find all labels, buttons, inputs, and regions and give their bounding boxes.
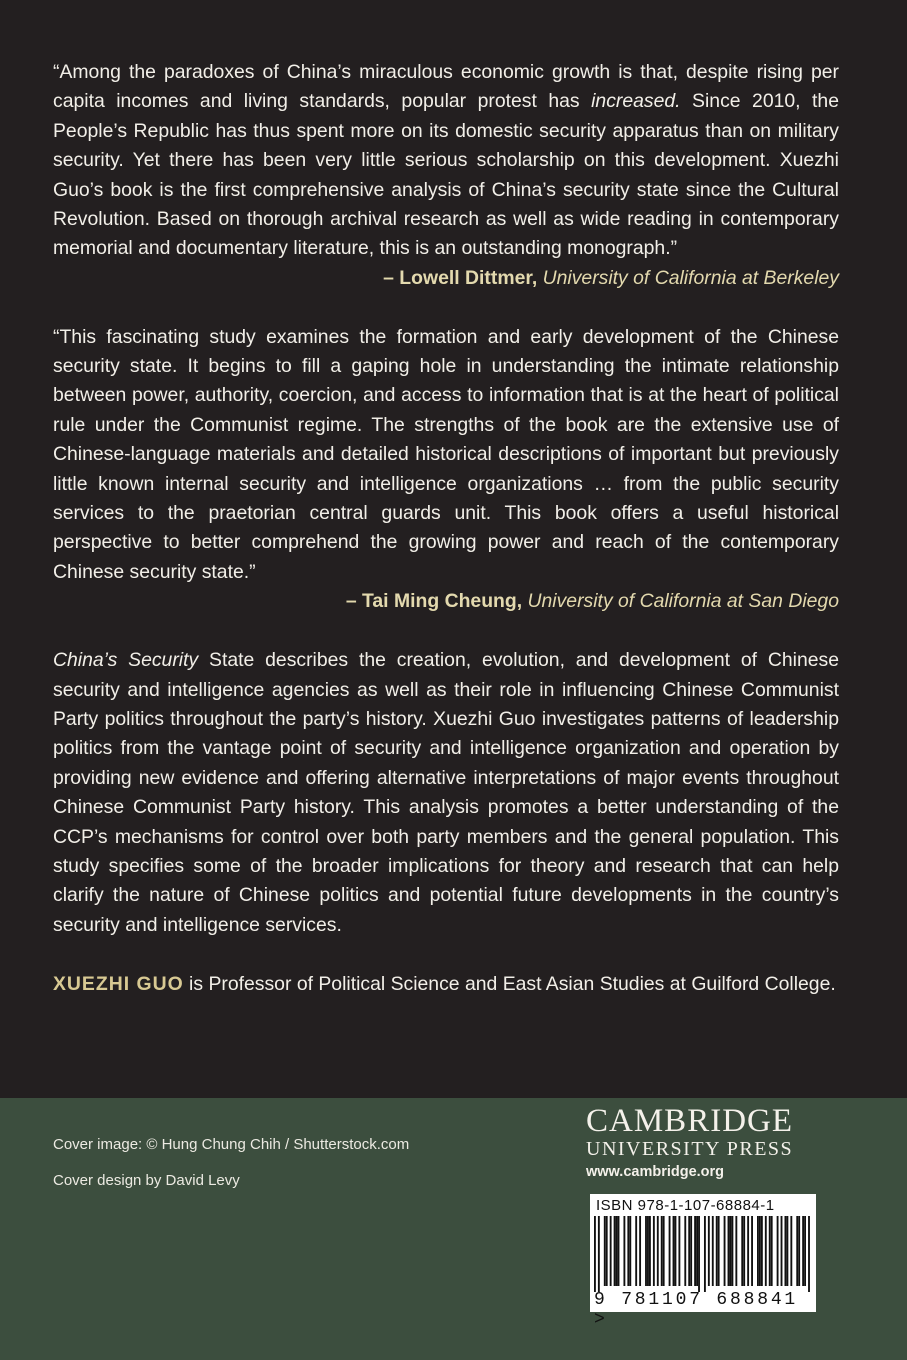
- barcode-bar: [808, 1216, 810, 1292]
- quote-2-text: “This fascinating study examines the formation and early development of the Chinese security state. It begins to fill a gaping hole in understanding the intimate relationship between power, authority, coercion, and access to information that is at the heart of political rule under the Communist regime. The strengths of the book are the extensive use of Chinese-language materials and detailed historical descriptions of important but previously little known internal security and intelligence organizations … from the public security services to the praetorian central guards unit. This book offers a useful historical perspective to better comprehend the growing power and reach of the contemporary Chinese security state.”: [53, 325, 839, 583]
- publisher-name: CAMBRIDGE: [586, 1103, 794, 1139]
- barcode-bar: [724, 1216, 726, 1286]
- author-bio: [53, 970, 839, 999]
- barcode-bar: [684, 1216, 686, 1286]
- barcode-bar: [604, 1216, 606, 1286]
- cover-design-credit: Cover design by David Levy: [53, 1172, 240, 1189]
- barcode-bar: [769, 1216, 771, 1286]
- barcode-bar: [708, 1216, 710, 1286]
- publisher-url: www.cambridge.org: [586, 1164, 725, 1180]
- barcode-bar: [796, 1216, 798, 1286]
- barcode-bar: [743, 1216, 745, 1286]
- isbn-label: ISBN 978-1-107-68884-1: [596, 1197, 775, 1214]
- barcode-bar: [786, 1216, 788, 1286]
- barcode-bar: [747, 1216, 749, 1286]
- barcode-bar: [627, 1216, 629, 1286]
- barcode-bar: [606, 1216, 608, 1286]
- book-title: China’s Security: [53, 649, 199, 672]
- barcode-bar: [610, 1216, 612, 1286]
- barcode-bar: [614, 1216, 616, 1286]
- barcode-bar: [771, 1216, 773, 1286]
- book-description: [53, 646, 839, 940]
- barcode-bar: [757, 1216, 759, 1286]
- barcode-bar: [653, 1216, 655, 1286]
- barcode-bar: [663, 1216, 665, 1286]
- back-cover-text: [53, 58, 839, 999]
- barcode-bar: [804, 1216, 806, 1286]
- quote-1-text: [53, 58, 839, 264]
- barcode-digits: 9 781107 688841 >: [594, 1290, 799, 1330]
- barcode-bar: [661, 1216, 663, 1286]
- barcode-bars: [594, 1216, 812, 1292]
- barcode-bar: [730, 1216, 732, 1286]
- barcode-bar: [594, 1216, 596, 1292]
- barcode-bar: [790, 1216, 792, 1286]
- barcode-bar: [765, 1216, 767, 1286]
- publisher-subname: UNIVERSITY PRESS: [586, 1138, 794, 1160]
- barcode-bar: [657, 1216, 659, 1286]
- barcode-bar: [675, 1216, 677, 1286]
- barcode-bar: [669, 1216, 671, 1286]
- publisher-logo: [586, 1104, 816, 1180]
- barcode-bar: [688, 1216, 690, 1286]
- barcode-bar: [777, 1216, 779, 1286]
- author-bio-text: is Professor of Political Science and East Asian Studies at Guilford College.: [183, 972, 836, 995]
- barcode-bar: [802, 1216, 804, 1286]
- barcode-bar: [751, 1216, 753, 1286]
- barcode-bar: [673, 1216, 675, 1286]
- barcode-bar: [704, 1216, 706, 1292]
- description-text: State describes the creation, evolution, and development of Chinese security and intelligence agencies as well as their role in influencing Chinese Communist Party politics throughout the party’s history. Xuezhi Guo investigates patterns of leadership politics from the vantage point of security and intelligence organization and operation by providing new evidence and offering alternative interpretations of major events throughout Chinese Communist Party history. This analysis promotes a better understanding of the CCP’s mechanisms for control over both party members and the general population. This study specifies some of the broader implications for theory and research that can help clarify the nature of Chinese politics and potential future developments in the country’s security and intelligence services.: [53, 649, 839, 936]
- barcode-bar: [598, 1216, 600, 1292]
- cover-image-credit: Cover image: © Hung Chung Chih / Shutterstock.com: [53, 1136, 410, 1153]
- quote-1-part: Since 2010, the People’s Republic has thus spent more on its domestic security apparatus than on military security. Yet there has been very little serious scholarship on this development. Xuezhi Guo’s book is the first comprehensive analysis of China’s security state since the Cultural Revolution. Based on thorough archival research as well as wide reading in contemporary memorial and documentary literature, this is an outstanding monograph.”: [53, 90, 840, 260]
- barcode-bar: [781, 1216, 783, 1286]
- barcode-bar: [761, 1216, 763, 1286]
- barcode-bar: [618, 1216, 620, 1286]
- isbn-barcode: [590, 1194, 816, 1330]
- barcode-bar: [635, 1216, 637, 1286]
- barcode-bar: [698, 1216, 700, 1292]
- quote-1-emphasis: increased.: [591, 90, 681, 113]
- author-name: XUEZHI GUO: [53, 972, 184, 995]
- barcode-bar: [649, 1216, 651, 1286]
- quote-2-attribution: [53, 587, 839, 616]
- barcode-bar: [629, 1216, 631, 1286]
- barcode-bar: [712, 1216, 714, 1286]
- barcode-bar: [696, 1216, 698, 1286]
- barcode-bar: [735, 1216, 737, 1286]
- barcode-bar: [690, 1216, 692, 1286]
- barcode-bar: [647, 1216, 649, 1286]
- quote-2-affiliation: University of California at San Diego: [527, 590, 839, 613]
- barcode-bar: [759, 1216, 761, 1286]
- barcode-bar: [639, 1216, 641, 1286]
- barcode-bar: [645, 1216, 647, 1286]
- footer-band: [0, 1098, 907, 1360]
- barcode-bar: [741, 1216, 743, 1286]
- barcode-bar: [716, 1216, 718, 1286]
- barcode-bar: [718, 1216, 720, 1286]
- barcode-bar: [728, 1216, 730, 1286]
- quote-1-attribution: [53, 264, 839, 293]
- quote-1-part: “Among the paradoxes of China’s miraculous economic growth is that, despite rising per capita incomes and living standards, popular protest has: [53, 61, 839, 113]
- barcode-bar: [694, 1216, 696, 1286]
- barcode-bar: [785, 1216, 787, 1286]
- credits: [53, 1136, 409, 1208]
- barcode-bar: [623, 1216, 625, 1286]
- barcode-bar: [798, 1216, 800, 1286]
- barcode-bar: [731, 1216, 733, 1286]
- barcode-bar: [678, 1216, 680, 1286]
- barcode-bar: [616, 1216, 618, 1286]
- quote-1-author: – Lowell Dittmer,: [383, 266, 538, 289]
- quote-1-affiliation: University of California at Berkeley: [542, 266, 839, 289]
- quote-2-author: – Tai Ming Cheung,: [345, 590, 523, 613]
